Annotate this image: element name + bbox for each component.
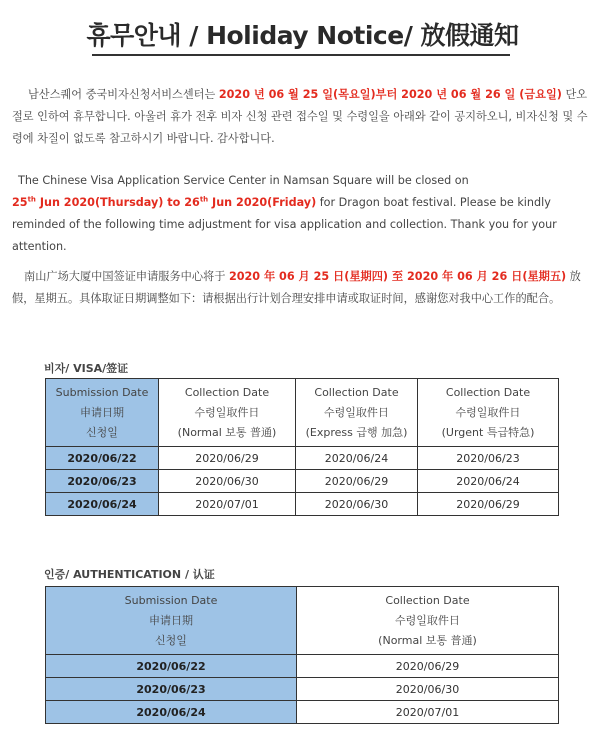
chinese-rest: 放假，星期五。具体取证日期调整如下：请根据出行计划合理安排申请或取证时间，感谢您对我中心工作的配合。: [12, 270, 581, 305]
table-row: [46, 655, 559, 678]
visa-header-submission: [46, 379, 159, 447]
header-line: 申请日期: [80, 405, 124, 419]
english-notice: [12, 170, 592, 258]
table-row: [46, 678, 559, 701]
collection-date-cell: 2020/06/30: [297, 678, 559, 701]
korean-rest: 단오절로 인하여 휴무합니다. 아울러 휴가 전후 비자 신청 관련 접수일 및 수령일을 아래와 같이 공지하오니, 비자신청 및 수령에 차질이 없도록 참고하시기 바랍니다. 감사합니다.: [12, 88, 588, 145]
collection-date-cell: 2020/06/30: [159, 470, 296, 493]
english-date-start-suffix: th: [27, 195, 36, 204]
header-line: Collection Date: [445, 385, 531, 399]
visa-header-urgent: [418, 379, 559, 447]
chinese-dates: 2020 年 06 月 25 日(星期四) 至 2020 年 06 月 26 日(星期五): [228, 270, 567, 283]
table-row: [46, 447, 559, 470]
header-line: (Normal 보통 普通): [378, 633, 477, 647]
korean-notice: [12, 84, 592, 150]
chinese-lead: 南山广场大厦中国签证申请服务中心将于: [24, 270, 229, 283]
page-title: 휴무안내 / Holiday Notice/ 放假通知: [86, 21, 519, 50]
auth-section-label: 인증/ AUTHENTICATION / 认证: [44, 568, 215, 581]
submission-date-cell: 2020/06/22: [46, 655, 297, 678]
collection-date-cell: 2020/06/23: [418, 447, 559, 470]
submission-date-cell: 2020/06/24: [46, 493, 159, 516]
auth-header-row: [46, 587, 559, 655]
collection-date-cell: 2020/07/01: [297, 701, 559, 724]
header-line: 수령일取件日: [455, 405, 521, 419]
english-rest: for Dragon boat festival. Please be kindly reminded of the following time adjustment for visa application and collection. Thank you for your attention.: [12, 196, 557, 253]
header-line: 申请日期: [149, 613, 193, 627]
chinese-notice: [12, 266, 592, 310]
header-line: 신청일: [86, 425, 118, 439]
header-line: Submission Date: [55, 385, 149, 399]
collection-date-cell: 2020/06/24: [296, 447, 418, 470]
header-line: 수령일取件日: [324, 405, 389, 419]
collection-date-cell: 2020/06/24: [418, 470, 559, 493]
header-line: 수령일取件日: [395, 613, 460, 627]
collection-date-cell: 2020/06/29: [159, 447, 296, 470]
english-date-start: 25: [12, 196, 28, 209]
visa-header-row: [46, 379, 559, 447]
header-line: Collection Date: [184, 385, 270, 399]
english-dates: [12, 196, 316, 209]
header-line: (Express 급행 加急): [305, 425, 408, 439]
korean-dates: 2020 년 06 월 25 일(목요일)부터 2020 년 06 월 26 일 (금요일): [218, 88, 562, 101]
english-date-middle: Jun 2020(Thursday) to 26: [35, 196, 200, 209]
auth-table: [45, 586, 559, 724]
header-line: 수령일取件日: [194, 405, 260, 419]
english-date-end: Jun 2020(Friday): [208, 196, 317, 209]
english-date-end-suffix: th: [199, 195, 209, 204]
visa-section-label: 비자/ VISA/签证: [44, 362, 129, 375]
header-line: 신청일: [155, 633, 187, 647]
collection-date-cell: 2020/06/29: [418, 493, 559, 516]
auth-header-normal: [297, 587, 559, 655]
visa-header-express: [296, 379, 418, 447]
header-line: Submission Date: [124, 593, 218, 607]
english-lead: The Chinese Visa Application Service Center in Namsan Square will be closed on: [18, 174, 469, 187]
collection-date-cell: 2020/06/30: [296, 493, 418, 516]
header-line: Collection Date: [385, 593, 470, 607]
collection-date-cell: 2020/07/01: [159, 493, 296, 516]
collection-date-cell: 2020/06/29: [296, 470, 418, 493]
visa-header-normal: [159, 379, 296, 447]
korean-lead: 남산스퀘어 중국비자신청서비스센터는: [28, 88, 219, 101]
header-line: Collection Date: [314, 385, 399, 399]
table-row: [46, 701, 559, 724]
collection-date-cell: 2020/06/29: [297, 655, 559, 678]
submission-date-cell: 2020/06/23: [46, 678, 297, 701]
submission-date-cell: 2020/06/23: [46, 470, 159, 493]
header-line: (Urgent 특급特急): [441, 425, 535, 439]
table-row: [46, 493, 559, 516]
table-row: [46, 470, 559, 493]
submission-date-cell: 2020/06/22: [46, 447, 159, 470]
auth-header-submission: [46, 587, 297, 655]
header-line: (Normal 보통 普通): [177, 425, 277, 439]
title-underline: [92, 54, 510, 56]
submission-date-cell: 2020/06/24: [46, 701, 297, 724]
visa-table: [45, 378, 559, 516]
